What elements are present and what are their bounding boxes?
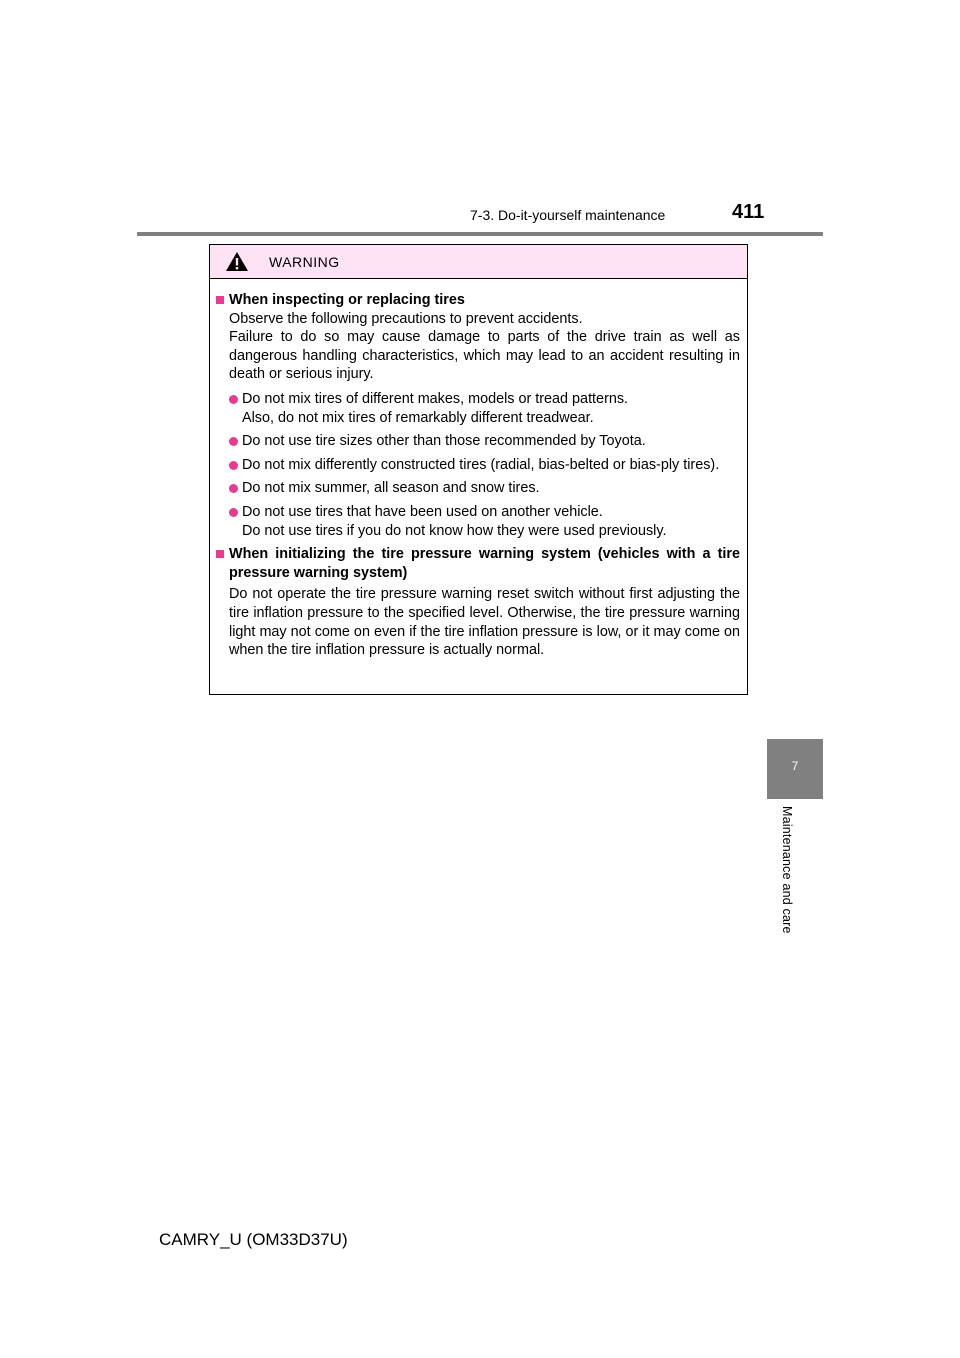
chapter-tab — [767, 739, 823, 799]
header-divider — [137, 232, 823, 236]
square-bullet-icon — [216, 550, 224, 558]
round-bullet-icon — [229, 437, 238, 446]
list-item: Do not use tire sizes other than those recommended by Toyota. — [229, 432, 740, 451]
section-heading: When inspecting or replacing tires — [216, 291, 740, 310]
warning-header — [210, 245, 747, 279]
paragraph: Observe the following precautions to prevent accidents. — [229, 310, 583, 327]
section-heading: When initializing the tire pressure warning system (vehicles with a tire pressure warning system) — [216, 545, 740, 582]
section-title: 7-3. Do-it-yourself maintenance — [470, 207, 666, 223]
warning-box — [209, 244, 748, 695]
warning-body — [210, 279, 747, 660]
page-number: 411 — [732, 201, 765, 223]
list-item: Do not mix differently constructed tires (radial, bias-belted or bias-ply tires). — [229, 456, 740, 475]
warning-title: WARNING — [269, 253, 340, 270]
list-item: Do not mix tires of different makes, models or tread patterns. Also, do not mix tires of remarkably different treadwear. — [229, 390, 740, 427]
chapter-label: Maintenance and care — [780, 806, 794, 934]
list-item: Do not use tires that have been used on another vehicle. Do not use tires if you do not know how they were used previously. — [229, 503, 740, 540]
square-bullet-icon — [216, 296, 224, 304]
paragraph: Do not operate the tire pressure warning reset switch without first adjusting the tire inflation pressure to the specified level. Otherwise, the tire pressure warning light may not come on even if the tire inflation pressure is low, or it may come on when the tire inflation pressure is actually normal. — [229, 586, 740, 659]
round-bullet-icon — [229, 461, 238, 470]
paragraph: Failure to do so may cause damage to parts of the drive train as well as dangerous handling characteristics, which may lead to an accident resulting in death or serious injury. — [229, 329, 740, 383]
chapter-number: 7 — [791, 759, 799, 773]
round-bullet-icon — [229, 484, 238, 493]
model-code: CAMRY_U (OM33D37U) — [159, 1230, 348, 1249]
precaution-list — [216, 390, 740, 540]
round-bullet-icon — [229, 395, 238, 404]
round-bullet-icon — [229, 508, 238, 517]
warning-triangle-icon — [225, 251, 249, 272]
list-item: Do not mix summer, all season and snow tires. — [229, 479, 740, 498]
